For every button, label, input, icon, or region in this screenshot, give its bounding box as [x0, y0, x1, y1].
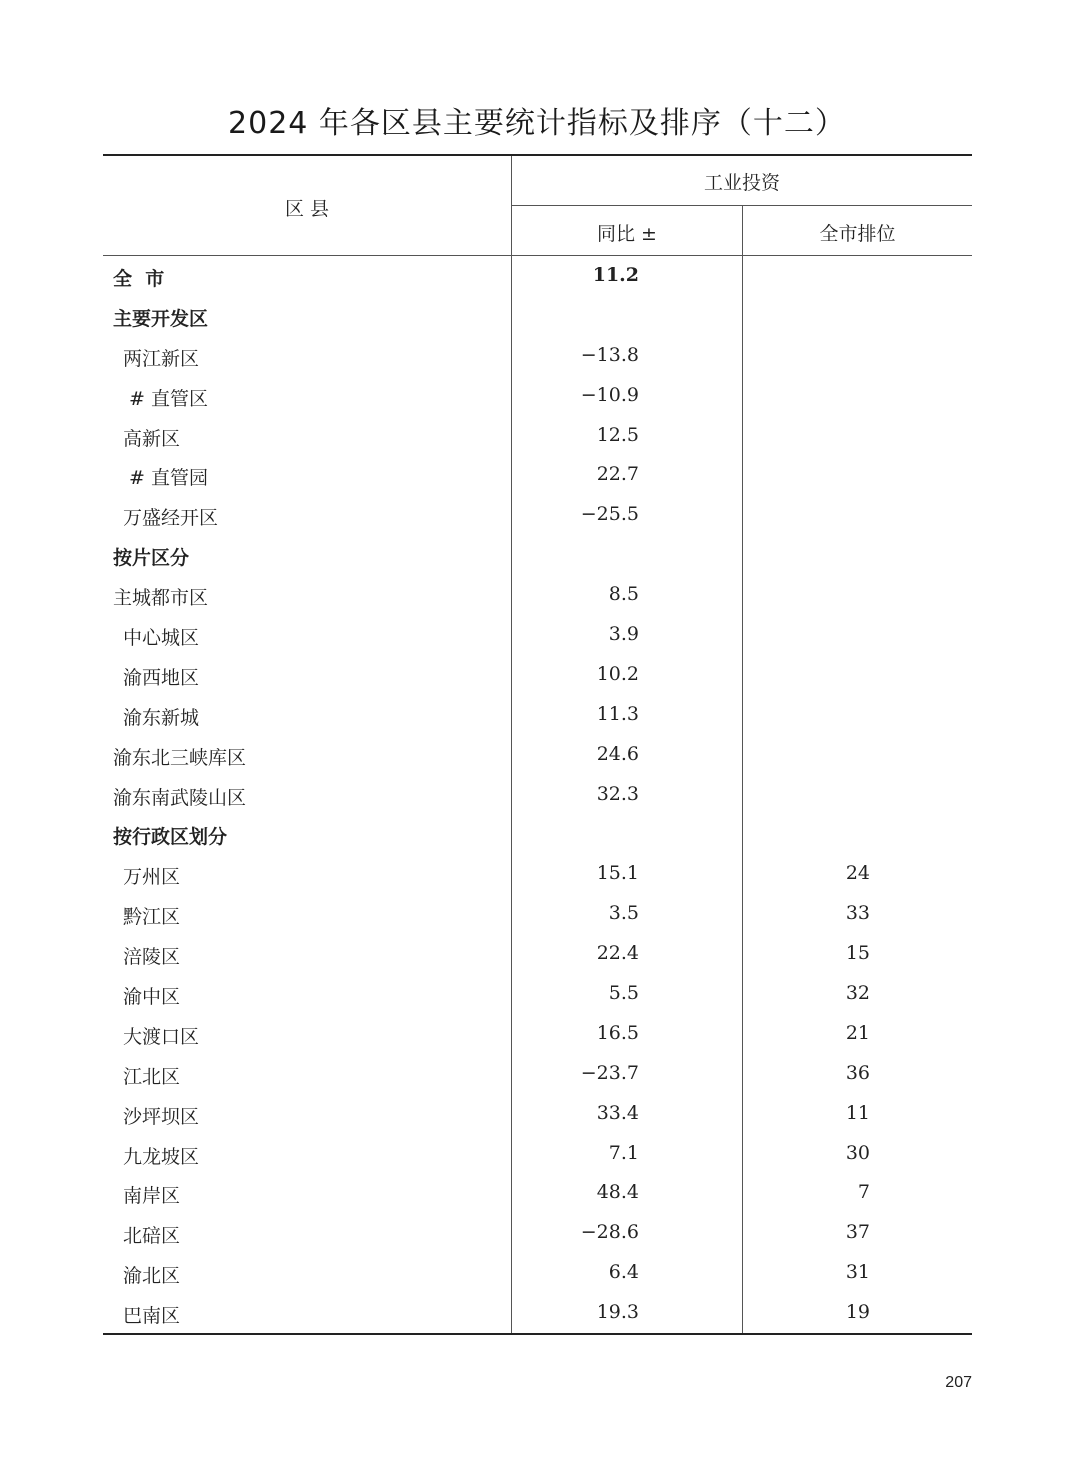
- table-row: [103, 1136, 972, 1176]
- table-row: [103, 896, 972, 936]
- table-row: [103, 657, 972, 697]
- yoy-value: 12.5: [596, 423, 639, 446]
- district-name: 按片区分: [113, 547, 190, 570]
- yoy-value: 10.2: [596, 662, 639, 685]
- header-rank: 全市排位: [819, 223, 896, 245]
- district-name: 大渡口区: [123, 1025, 200, 1048]
- table-row: [103, 497, 972, 537]
- yoy-value: 7.1: [608, 1141, 639, 1164]
- table-row: [103, 1175, 972, 1215]
- table-row: [103, 936, 972, 976]
- district-name: 渝北区: [123, 1265, 181, 1288]
- district-name: 渝西地区: [123, 666, 200, 689]
- district-name: # 直管区: [123, 387, 208, 410]
- yoy-value: 32.3: [596, 782, 639, 805]
- table-row: [103, 298, 972, 338]
- district-name: 渝东北三峡库区: [113, 746, 247, 769]
- district-name: 渝东南武陵山区: [113, 786, 247, 809]
- header-bottom-rule: [103, 255, 972, 256]
- district-name: 主城都市区: [113, 587, 209, 610]
- rank-value: 37: [845, 1221, 870, 1244]
- yoy-value: 11.3: [596, 702, 639, 725]
- district-name: 高新区: [123, 427, 181, 450]
- yoy-value: 48.4: [596, 1181, 639, 1204]
- yoy-value: 24.6: [596, 742, 639, 765]
- rank-value: 32: [845, 982, 870, 1005]
- table-row: [103, 378, 972, 418]
- district-name: 南岸区: [123, 1185, 181, 1208]
- yoy-value: 33.4: [596, 1101, 639, 1124]
- table-row: [103, 697, 972, 737]
- table-row: [103, 1016, 972, 1056]
- table-row: [103, 1056, 972, 1096]
- yoy-value: 8.5: [608, 583, 639, 606]
- rank-value: 36: [845, 1061, 870, 1084]
- table-row: [103, 976, 972, 1016]
- rank-value: 33: [845, 902, 870, 925]
- district-name: 九龙坡区: [123, 1145, 200, 1168]
- district-name: 江北区: [123, 1065, 181, 1088]
- table-row: [103, 258, 972, 298]
- table-row: [103, 338, 972, 378]
- yoy-value: 19.3: [596, 1301, 639, 1324]
- yoy-value: 3.9: [608, 623, 639, 646]
- district-name: 涪陵区: [123, 946, 181, 969]
- district-name: 巴南区: [123, 1305, 181, 1328]
- table-row: [103, 1255, 972, 1295]
- yoy-value: −23.7: [580, 1061, 639, 1084]
- district-name: 渝东新城: [123, 706, 200, 729]
- district-name: 北碚区: [123, 1225, 181, 1248]
- yoy-value: 5.5: [608, 982, 639, 1005]
- rank-value: 31: [845, 1261, 870, 1284]
- table-row: [103, 577, 972, 617]
- table-top-rule: [103, 154, 972, 156]
- header-industrial-investment: 工业投资: [703, 172, 780, 194]
- table-row: [103, 537, 972, 577]
- rank-value: 7: [857, 1181, 870, 1204]
- yoy-value: 11.2: [592, 264, 639, 286]
- district-name: # 直管园: [123, 467, 208, 490]
- yoy-value: 6.4: [608, 1261, 639, 1284]
- table-row: [103, 1295, 972, 1335]
- page-number: 207: [945, 1374, 972, 1391]
- table-row: [103, 457, 972, 497]
- district-name: 黔江区: [123, 906, 181, 929]
- table-row: [103, 617, 972, 657]
- district-name: 万州区: [123, 866, 181, 889]
- yoy-value: 16.5: [596, 1021, 639, 1044]
- yoy-value: −10.9: [580, 383, 639, 406]
- yoy-value: 15.1: [596, 862, 639, 885]
- rank-value: 15: [845, 942, 870, 965]
- rank-value: 21: [845, 1021, 870, 1044]
- rank-value: 11: [845, 1101, 870, 1124]
- district-name: 中心城区: [123, 627, 200, 650]
- statistics-table: [103, 154, 972, 1336]
- district-name: 万盛经开区: [123, 507, 219, 530]
- yoy-value: 22.7: [596, 463, 639, 486]
- yoy-value: 22.4: [596, 942, 639, 965]
- district-name: 全 市: [113, 268, 165, 290]
- yoy-value: 3.5: [608, 902, 639, 925]
- table-row: [103, 737, 972, 777]
- district-name: 沙坪坝区: [123, 1105, 200, 1128]
- header-district: 区 县: [284, 198, 330, 220]
- district-name: 两江新区: [123, 347, 200, 370]
- yoy-value: −13.8: [580, 343, 639, 366]
- rank-value: 19: [845, 1301, 870, 1324]
- table-body: [103, 258, 972, 1335]
- page-title: 2024 年各区县主要统计指标及排序（十二）: [228, 106, 846, 141]
- district-name: 按行政区划分: [113, 826, 228, 849]
- rank-value: 24: [845, 862, 870, 885]
- yoy-value: −28.6: [580, 1221, 639, 1244]
- table-row: [103, 1096, 972, 1136]
- header-yoy: 同比 ±: [597, 223, 657, 245]
- rank-value: 30: [845, 1141, 870, 1164]
- table-row: [103, 1215, 972, 1255]
- table-row: [103, 777, 972, 817]
- district-name: 主要开发区: [113, 307, 209, 330]
- district-name: 渝中区: [123, 986, 181, 1009]
- table-row: [103, 418, 972, 458]
- table-row: [103, 816, 972, 856]
- table-row: [103, 856, 972, 896]
- yoy-value: −25.5: [580, 503, 639, 526]
